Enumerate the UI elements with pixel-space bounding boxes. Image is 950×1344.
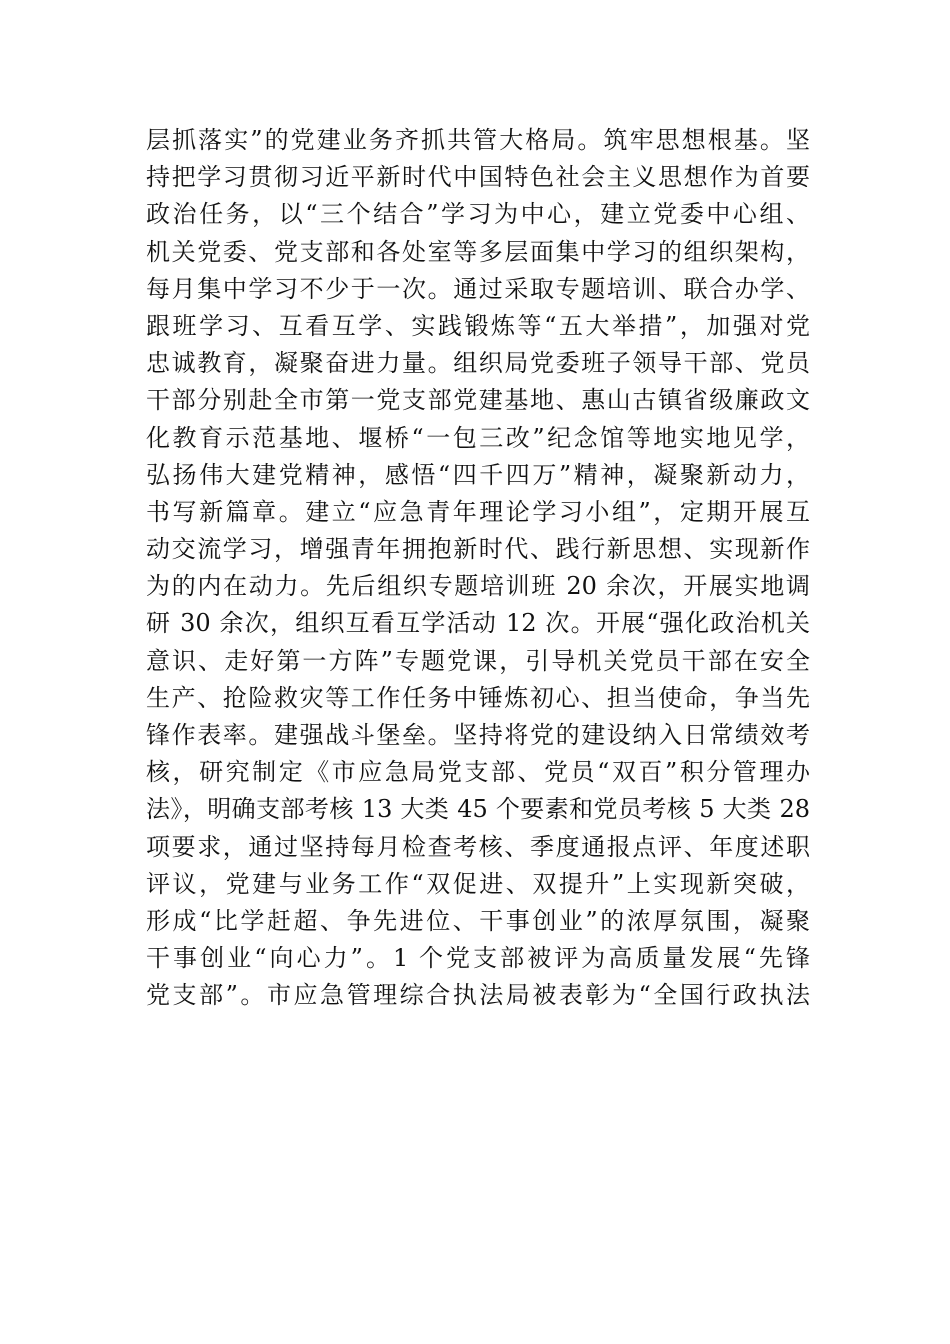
text-line: 忠诚教育，凝聚奋进力量。组织局党委班子领导干部、党员 xyxy=(146,349,810,378)
text-line: 党支部”。市应急管理综合执法局被表彰为“全国行政执法 xyxy=(146,981,810,1010)
text-line: 每月集中学习不少于一次。通过采取专题培训、联合办学、 xyxy=(146,274,810,303)
text-line: 动交流学习，增强青年拥抱新时代、践行新思想、实现新作 xyxy=(146,535,810,564)
body-text xyxy=(146,122,810,1015)
text-line: 政治任务，以“三个结合”学习为中心，建立党委中心组、 xyxy=(146,200,810,229)
text-line: 评议，党建与业务工作“双促进、双提升”上实现新突破， xyxy=(146,869,810,898)
text-line: 机关党委、党支部和各处室等多层面集中学习的组织架构， xyxy=(146,237,810,266)
text-line: 生产、抢险救灾等工作任务中锤炼初心、担当使命，争当先 xyxy=(146,683,810,712)
text-line: 干事创业“向心力”。1 个党支部被评为高质量发展“先锋 xyxy=(146,944,810,973)
text-line: 法》，明确支部考核 13 大类 45 个要素和党员考核 5 大类 28 xyxy=(146,795,810,824)
text-line: 书写新篇章。建立“应急青年理论学习小组”，定期开展互 xyxy=(146,497,810,526)
text-line: 形成“比学赶超、争先进位、干事创业”的浓厚氛围，凝聚 xyxy=(146,906,810,935)
text-line: 化教育示范基地、堰桥“一包三改”纪念馆等地实地见学， xyxy=(146,423,810,452)
text-line: 锋作表率。建强战斗堡垒。坚持将党的建设纳入日常绩效考 xyxy=(146,721,810,749)
text-line: 干部分别赴全市第一党支部党建基地、惠山古镇省级廉政文 xyxy=(146,386,810,415)
text-line: 为的内在动力。先后组织专题培训班 20 余次，开展实地调 xyxy=(146,572,810,601)
text-line: 层抓落实”的党建业务齐抓共管大格局。筑牢思想根基。坚 xyxy=(146,126,810,154)
text-line: 弘扬伟大建党精神，感悟“四千四万”精神，凝聚新动力， xyxy=(146,460,810,489)
text-line: 研 30 余次，组织互看互学活动 12 次。开展“强化政治机关 xyxy=(146,609,810,638)
text-line: 持把学习贯彻习近平新时代中国特色社会主义思想作为首要 xyxy=(146,163,810,192)
text-line: 跟班学习、互看互学、实践锻炼等“五大举措”，加强对党 xyxy=(146,311,810,340)
text-line: 项要求，通过坚持每月检查考核、季度通报点评、年度述职 xyxy=(146,832,810,861)
text-line: 意识、走好第一方阵”专题党课，引导机关党员干部在安全 xyxy=(146,646,810,675)
text-line: 核，研究制定《市应急局党支部、党员“双百”积分管理办 xyxy=(146,758,810,787)
